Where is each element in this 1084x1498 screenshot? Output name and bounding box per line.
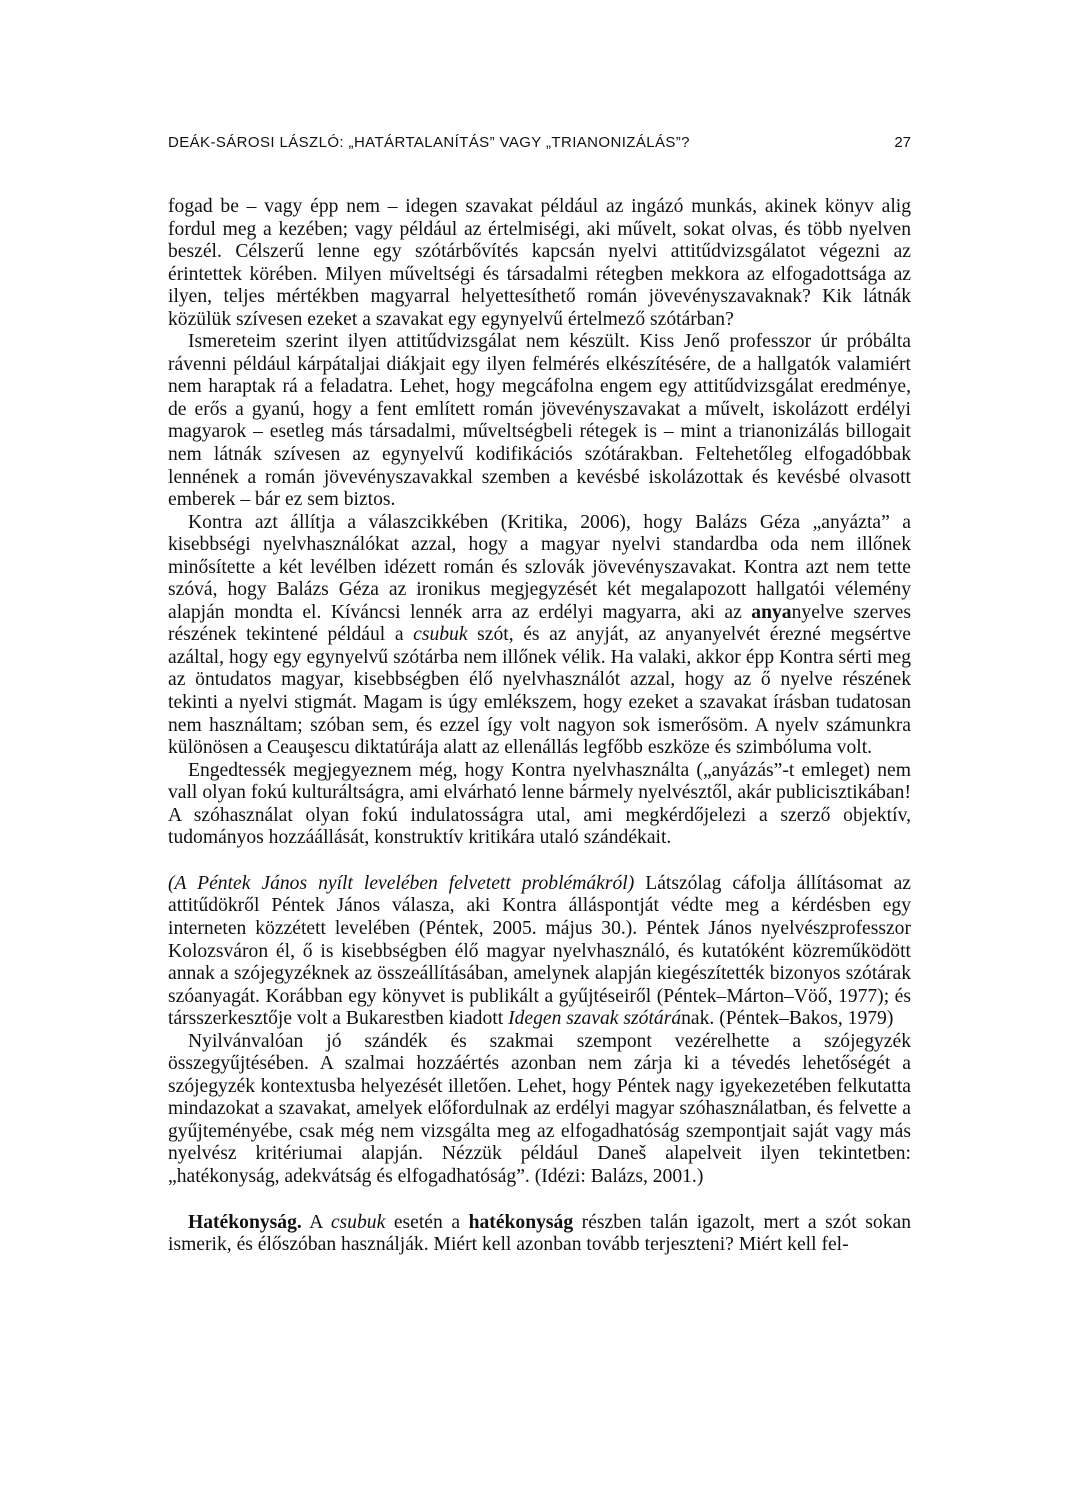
p3-text-e: szót, és az anyját, az anyanyelvét érezné megsértve azáltal, hogy egy egynyelvű szótárba nem illőnek vélik. Ha valaki, akkor épp Kontra sérti meg az öntudatos magyar, kisebbségben élő nyelvhasználót azzal, hogy az ő nyelve részének tekinti a nyelvi stigmát. Magam is úgy emlékszem, hogy ezeket a szavakat írásban tudatosan nem használtam; szóban sem, és ezzel így volt nagyon sok ismerősöm. A nyelv számunkra különösen a Ceauşescu diktatúrája alatt az ellenállás legfőbb eszköze és szimbóluma volt. <box>168 624 911 759</box>
p5-text-d: nak. (Péntek–Bakos, 1979) <box>681 1008 894 1030</box>
p3-italic-csubuk: csubuk <box>413 624 468 646</box>
p5-italic-title: Idegen szavak szótárá <box>508 1008 682 1030</box>
p7-bold-hatekonysag: hatékonyság <box>468 1211 574 1233</box>
running-header <box>168 134 911 158</box>
page-body <box>168 196 911 1257</box>
paragraph-4: Engedtessék megjegyeznem még, hogy Kontra nyelvhasználta („anyázás”-t emleget) nem vall olyan fokú kulturáltságra, ami elvárható lenne bármely nyelvésztől, akár publicisztikában! A szóhasználat olyan fokú indulatosságra utal, ami megkérdőjelezi a szerző objektív, tudományos hozzáállását, konstruktív kritikára utaló szándékait. <box>168 759 911 849</box>
p7-italic-csubuk: csubuk <box>330 1211 386 1233</box>
running-title: DEÁK-SÁROSI LÁSZLÓ: „HATÁRTALANÍTÁS” VAGY „TRIANONIZÁLÁS”? <box>168 134 690 151</box>
p3-text-a: Kontra azt állítja a válaszcikkében (Kritika, 2006), hogy Balázs Géza „anyázta” a kisebbségi nyelvhasználókat azzal, hogy a magyar nyelvi standardba oda nem illőnek minősítette a két levélben idézett román és szlovák jövevényszavakat. Kontra azt nem tette szóvá, hogy Balázs Géza az ironikus megjegyzését két megalapozott hallgatói vélemény alapján mondta el. Kíváncsi lennék arra az erdélyi magyarra, aki az <box>168 511 911 623</box>
paragraph-7 <box>168 1212 911 1257</box>
p3-bold-anya: anya <box>751 601 792 623</box>
page-number: 27 <box>894 134 911 151</box>
p7-text-d: esetén a <box>385 1211 469 1233</box>
paragraph-2: Ismereteim szerint ilyen attitűdvizsgálat nem készült. Kiss Jenő professzor úr próbálta rávenni például kárpátaljai diákjait egy ilyen felmérés elkészítésére, de a hallgatók valamiért nem haraptak rá a feladatra. Lehet, hogy megcáfolna engem egy attitűdvizsgálat eredménye, de erős a gyanú, hogy a fent említett román jövevényszavakat a művelt, iskolázott erdélyi magyarok – esetleg más társadalmi, műveltségbeli rétegek is – mint a trianonizálás billogait nem látnák szívesen az egynyelvű kodifikációs szótárakban. Feltehetőleg elfogadóbbak lennének a román jövevényszavakkal szemben a kevésbé iskolázottak és kevésbé olvasott emberek – bár ez sem biztos. <box>168 331 911 511</box>
p5-text-b: Látszólag cáfolja állításomat az attitűdökről Péntek János válasza, aki Kontra álláspontját védte meg a kérdésben egy interneten közzétett levelében (Péntek, 2005. május 30.). Péntek János nyelvészprofesszor Kolozsváron él, ő is kisebbségben élő magyar nyelvhasználó, és kutatóként közreműködött annak a szójegyzéknek az összeállításában, amelynek alapján kiegészítették bizonyos szótárak szóanyagát. Korábban egy könyvet is publikált a gyűjtéseiről (Péntek–Márton–Vöő, 1977); és társszerkesztője volt a Bukarestben kiadott <box>168 872 911 1030</box>
p3-text-c: nyelve szerves részének tekintené például a <box>168 601 911 646</box>
p7-bold-heading: Hatékonyság. <box>188 1211 302 1233</box>
paragraph-3 <box>168 512 911 760</box>
paragraph-6: Nyilvánvalóan jó szándék és szakmai szempont vezérelhette a szójegyzék összegyűjtésében. A szalmai hozzáértés azonban nem zárja ki a tévedés lehetőségét a szójegyzék kontextusba helyezését illetően. Lehet, hogy Péntek nagy igyekezetében felkutatta mindazokat a szavakat, amelyek előfordulnak az erdélyi magyar szóhasználatban, és felvette a gyűjteményébe, csak még nem vizsgálta meg az elfogadhatóság szempontjait saját vagy más nyelvész kritériumai alapján. Nézzük például Daneš alapelveit ilyen tekintetben: „hatékonyság, adekvátság és elfogadhatóság”. (Idézi: Balázs, 2001.) <box>168 1030 911 1187</box>
paragraph-1: fogad be – vagy épp nem – idegen szavakat például az ingázó munkás, akinek könyv alig fordul meg a kezében; vagy például az értelmiségi, aki művelt, sokat olvas, és több nyelven beszél. Célszerű lenne egy szótárbővítés kapcsán nyelvi attitűdvizsgálatot végezni az érintettek körében. Milyen műveltségi és társadalmi rétegben mekkora az elfogadottsága az ilyen, teljes mértékben magyarral helyettesíthető román jövevényszavaknak? Kik látnák közülük szívesen ezeket a szavakat egy egynyelvű értelmező szótárban? <box>168 196 911 330</box>
p7-text-f: részben talán igazolt, mert a szót sokan ismerik, és élőszóban használják. Miért kell azonban tovább terjeszteni? Miért kell fel- <box>168 1211 911 1256</box>
p5-italic-heading: (A Péntek János nyílt levelében felvetett problémákról) <box>168 872 635 894</box>
p7-text-b: A <box>301 1211 331 1233</box>
paragraph-5 <box>168 873 911 1031</box>
